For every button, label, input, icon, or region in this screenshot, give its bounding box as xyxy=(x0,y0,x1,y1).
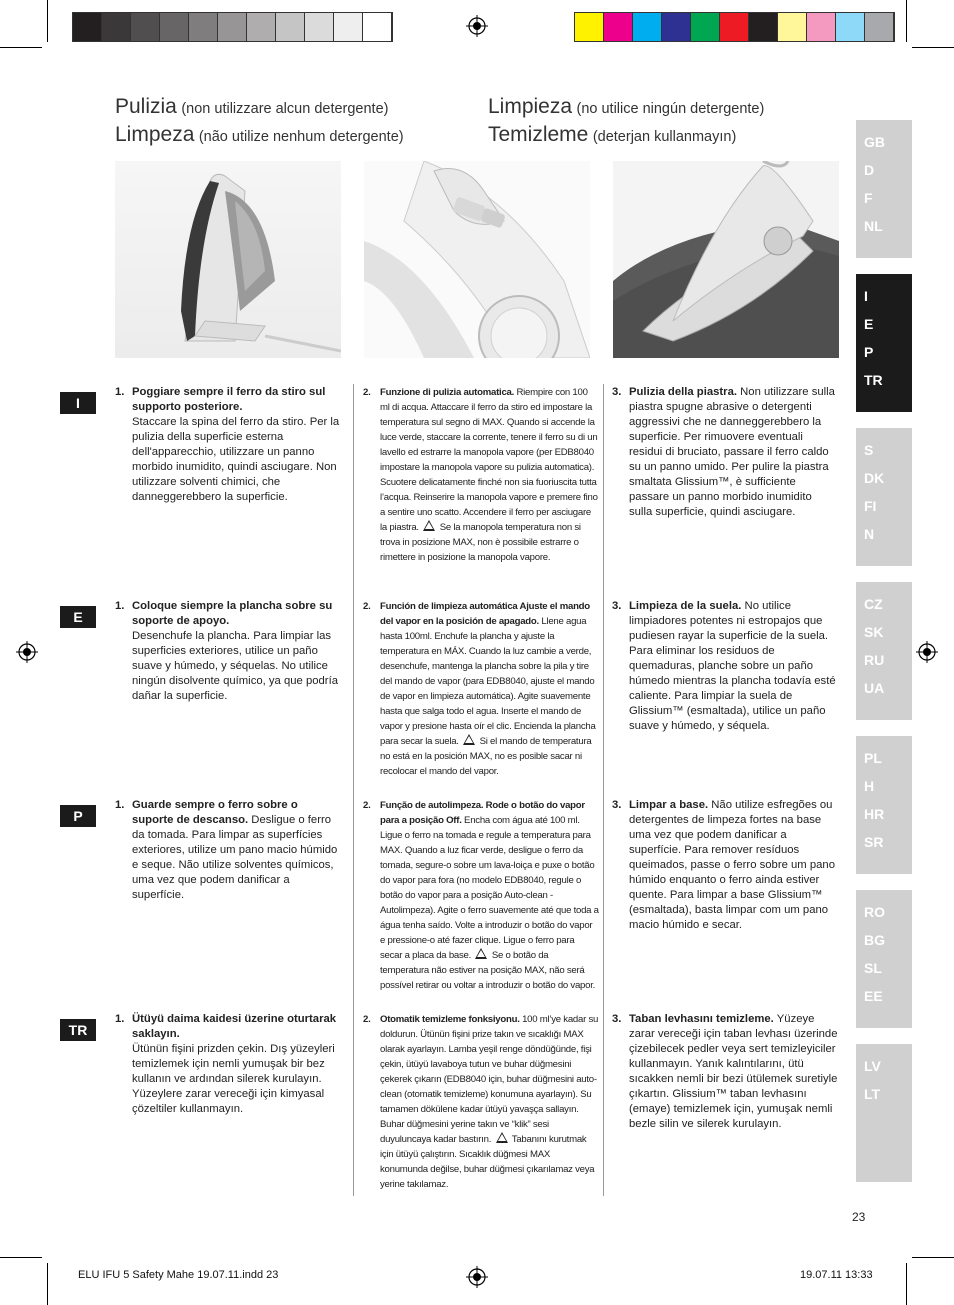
registration-mark-icon xyxy=(466,1266,488,1288)
color-swatch xyxy=(749,13,778,41)
step-heading: Pulizia della piastra. xyxy=(629,386,737,398)
color-swatch xyxy=(604,13,633,41)
step-text: Yüzeye zarar vereceği için taban levhası üzerinde çizebilecek pedler veya sert temizleyiciler kullanmayın. Yanık kalıntılarını, ütü sıcakken nemli bir bezi ütülemek suretiyle çıkartın. Glissium™ taban levhasını (emaye) temizlemek için, yumuşak nemli bezle silin ve silerek kurulayın. xyxy=(629,1013,838,1130)
step-1-portuguese xyxy=(115,798,341,903)
tab-group-cz-sk-ru-ua[interactable] xyxy=(856,582,912,720)
step-heading: Poggiare sempre il ferro da stiro sul supporto posteriore. xyxy=(132,386,326,413)
step-1-spanish xyxy=(115,599,341,704)
gray-swatch xyxy=(276,13,305,41)
step-number: 3. xyxy=(612,799,622,811)
warning-icon xyxy=(496,1132,508,1143)
tab-label: S xyxy=(864,442,874,458)
step-text: No utilice limpiadores potentes ni estropajos que pudiesen rayar la superficie de la suela. Para eliminar los residuos de quemaduras, planche sobre un paño húmedo mientras la plancha todavía esté caliente. Para limpiar la suela de Glissium™ (esmaltada), utilice un paño suave y húmedo, y séquela. xyxy=(629,600,836,732)
tab-label: LT xyxy=(864,1086,881,1102)
step-number: 1. xyxy=(115,1013,125,1025)
gray-swatch xyxy=(160,13,189,41)
step-text: Encha com água até 100 ml. Ligue o ferro na tomada e regule a temperatura para MAX. Quando a luz ficar verde, desligue o ferro da tomada, segure-o sobre um lava-loiça e puxe o botão do vapor para fora (no modelo EDB8040, regule o botão do vapor para a posição Auto-clean - Autolimpeza). Agite o ferro suavemente até que toda a água tenha saído. Volte a introduzir o botão do vapor e pressione-o até fazer clique. Ligue o ferro para secar a placa da base. xyxy=(380,815,599,961)
warning-text: Se la manopola temperatura non si trova in posizione MAX, non è possibile estrarre o rimettere in posizione la manopola vapore. xyxy=(380,522,581,563)
step-text: Desligue o ferro da tomada. Para limpar as superfícies exteriores, utilize um pano macio húmido e seque. Não utilize solventes químicos, uma vez que podem danificar a superfície. xyxy=(132,814,338,901)
gray-swatch xyxy=(131,13,160,41)
language-label-portuguese: P xyxy=(60,805,96,827)
heading-italian xyxy=(115,95,388,119)
heading-subtitle: (no utilice ningún detergente) xyxy=(576,101,765,117)
warning-icon xyxy=(463,734,475,745)
registration-mark-icon xyxy=(466,15,488,37)
gray-color-bar xyxy=(72,12,393,42)
step-heading: Función de limpieza automática Ajuste el mando del vapor en la posición de apagado. xyxy=(380,601,590,627)
tab-label: BG xyxy=(864,932,885,948)
tab-label: HR xyxy=(864,806,885,822)
tab-label: TR xyxy=(864,372,883,388)
color-swatch xyxy=(865,13,894,41)
tab-group-ro-bg-sl-ee[interactable] xyxy=(856,890,912,1028)
tab-label: SR xyxy=(864,834,884,850)
heading-title: Limpeza xyxy=(115,123,195,146)
step-1-turkish xyxy=(115,1012,341,1117)
step-2-turkish xyxy=(363,1012,599,1192)
tab-label: UA xyxy=(864,680,885,696)
tab-label: F xyxy=(864,190,873,206)
color-swatch xyxy=(836,13,865,41)
step-heading: Limpieza de la suela. xyxy=(629,600,742,612)
tab-label: SL xyxy=(864,960,882,976)
step-3-portuguese xyxy=(612,798,838,933)
step-1-italian xyxy=(115,385,340,505)
step-number: 2. xyxy=(363,387,371,398)
tab-label: P xyxy=(864,344,874,360)
tab-label: E xyxy=(864,316,874,332)
step-heading: Coloque siempre la plancha sobre su soporte de apoyo. xyxy=(132,600,333,627)
gray-swatch xyxy=(334,13,363,41)
step-text: Non utilizzare sulla piastra spugne abrasive o detergenti aggressivi che ne danneggerebbero la superficie. Per rimuovere eventuali residui di bruciato, passare il ferro caldo su un panno umido. Per pulire la piastra smaltata Glissium™, è sufficiente passare un panno morbido inumidito sulla superficie, quindi asciugare. xyxy=(629,386,835,518)
gray-swatch xyxy=(102,13,131,41)
footer-timestamp: 19.07.11 13:33 xyxy=(800,1269,873,1281)
tab-label: SK xyxy=(864,624,884,640)
heading-subtitle: (deterjan kullanmayın) xyxy=(592,129,737,145)
heading-title: Pulizia xyxy=(115,95,177,118)
column-divider xyxy=(603,384,604,1196)
color-swatch xyxy=(575,13,604,41)
step-3-italian xyxy=(612,385,838,520)
page-number: 23 xyxy=(852,1210,866,1224)
gray-swatch xyxy=(305,13,334,41)
tab-label: NL xyxy=(864,218,883,234)
tab-label: EE xyxy=(864,988,883,1004)
footer-file-info: ELU IFU 5 Safety Mahe 19.07.11.indd 23 xyxy=(78,1269,279,1281)
step-text: Desenchufe la plancha. Para limpiar las superficies exteriores, utilice un paño suave y húmedo, y séquelas. No utilice ningún disolvente químico, ya que podría dañar la superficie. xyxy=(132,630,338,702)
tab-group-s-dk-fi-n[interactable] xyxy=(856,428,912,566)
step-text: Não utilize esfregões ou detergentes de limpeza fortes na base uma vez que podem danificar a superfície. Para remover resíduos queimados, passe o ferro sobre um pano húmido enquanto o ferro ainda estiver quente. Para limpar a base Glissium™ (esmaltada), basta limpar com um pano macio húmido e secar. xyxy=(629,799,835,931)
warning-text: Si el mando de temperatura no está en la posición MAX, no es posible sacar ni recolocar el mando del vapor. xyxy=(380,736,592,777)
crop-mark xyxy=(912,47,954,48)
step-heading: Função de autolimpeza. Rode o botão do vapor para a posição Off. xyxy=(380,800,585,826)
step-number: 2. xyxy=(363,1014,371,1025)
step-number: 1. xyxy=(115,386,125,398)
step-text: Staccare la spina del ferro da stiro. Per la pulizia della superficie esterna dell'apparecchio, utilizzare un panno morbido inumidito, quindi asciugare. Non utilizzare solventi chimici, che danneggerebbero la superficie. xyxy=(132,416,340,503)
language-label-turkish: TR xyxy=(60,1019,96,1041)
tab-label: PL xyxy=(864,750,882,766)
tab-label: RO xyxy=(864,904,885,920)
step-number: 2. xyxy=(363,601,371,612)
step-heading: Guarde sempre o ferro sobre o suporte de descanso. xyxy=(132,799,298,826)
crop-mark xyxy=(47,1263,48,1305)
heading-title: Temizleme xyxy=(488,123,589,146)
heading-spanish xyxy=(488,95,764,119)
step-text: Ütünün fişini prizden çekin. Dış yüzeyleri temizlemek için nemli yumuşak bir bez kullanın ve ardından silerek kurulayın. Yüzeylere zarar vereceği için kimyasal çözeltiler kullanmayın. xyxy=(132,1043,335,1115)
warning-text: Se o botão da temperatura não estiver na posição MAX, não será possível retirar ou voltar a introduzir o botão do vapor. xyxy=(380,950,596,991)
crop-mark xyxy=(0,47,42,48)
color-swatch xyxy=(807,13,836,41)
step-text: Riempire con 100 ml di acqua. Attaccare il ferro da stiro ed impostare la temperatura sul segno di MAX. Quando si accende la luce verde, staccare la corrente, tenere il ferro su di un lavello ed estrarre la manopola vapore (per EDB8040 impostare la manopola vapore su pulizia automatica). Scuotere delicatamente finché non sia fuoriuscita tutta l’acqua. Reinserire la manopola vapore e premere fino a sentire uno scatto. Accendere il ferro per asciugare la piastra. xyxy=(380,387,598,533)
tab-label: I xyxy=(864,288,868,304)
step-heading: Limpar a base. xyxy=(629,799,709,811)
step-text: Llene agua hasta 100ml. Enchufe la plancha y ajuste la temperatura en MÁX. Cuando la luz cambie a verde, desenchufe, mantenga la plancha sobre la pila y tire del mando de vapor (para EDB8040, ajuste el mando de vapor en limpieza automática). Agite suavemente hasta que salga todo el agua. Inserte el mando de vapor y presione hasta oír el clic. Encienda la plancha para secar la suela. xyxy=(380,616,596,747)
gray-swatch xyxy=(189,13,218,41)
heading-subtitle: (non utilizzare alcun detergente) xyxy=(181,101,389,117)
photo-iron-on-heel-rest xyxy=(115,161,341,358)
gray-swatch xyxy=(73,13,102,41)
gray-swatch xyxy=(363,13,392,41)
tab-group-lv-lt[interactable] xyxy=(856,1044,912,1182)
tab-label: N xyxy=(864,526,875,542)
crop-mark xyxy=(0,1257,42,1258)
crop-mark xyxy=(906,0,907,42)
registration-mark-icon xyxy=(16,641,38,663)
step-3-turkish xyxy=(612,1012,838,1132)
tab-label: CZ xyxy=(864,596,883,612)
step-number: 1. xyxy=(115,600,125,612)
heading-title: Limpieza xyxy=(488,95,573,118)
color-swatch xyxy=(662,13,691,41)
color-swatch xyxy=(691,13,720,41)
gray-swatch xyxy=(218,13,247,41)
registration-mark-icon xyxy=(916,641,938,663)
warning-text: Tabanını kurutmak için ütüyü çalıştırın. Sıcaklık düğmesi MAX konumunda değilse, buhar düğmesi çıkarılamaz veya yerine takılamaz. xyxy=(380,1134,595,1190)
step-number: 3. xyxy=(612,600,622,612)
step-2-portuguese xyxy=(363,798,599,993)
tab-label: D xyxy=(864,162,875,178)
warning-icon xyxy=(423,520,435,531)
step-number: 1. xyxy=(115,799,125,811)
tab-label: FI xyxy=(864,498,877,514)
crop-mark xyxy=(906,1263,907,1305)
tab-group-i-e-p-tr[interactable] xyxy=(856,274,912,412)
step-heading: Otomatik temizleme fonksiyonu. xyxy=(380,1014,520,1025)
process-color-bar xyxy=(574,12,895,42)
tab-group-gb-d-f-nl[interactable] xyxy=(856,120,912,258)
crop-mark xyxy=(912,1257,954,1258)
heading-turkish xyxy=(488,123,736,147)
column-divider xyxy=(353,384,354,1196)
step-number: 2. xyxy=(363,800,371,811)
crop-mark xyxy=(47,0,48,42)
color-swatch xyxy=(778,13,807,41)
warning-icon xyxy=(475,948,487,959)
step-text: 100 ml’ye kadar su doldurun. Ütünün fişini prize takın ve sıcaklığı MAX olarak ayarlayın. Lamba yeşil renge döndüğünde, fişi çekin, ütüyü lavaboya tutun ve buhar düğmesini çekerek çıkarın (EDB8040 için, buhar düğmesini auto-clean (otomatik temizleme) konumuna ayarlayın). Su tamamen dökülene kadar ütüyü yavaşça sallayın. Buhar düğmesini yerine takın ve “klik” sesi duyuluncaya kadar bastırın. xyxy=(380,1014,599,1145)
heading-subtitle: (não utilize nenhum detergente) xyxy=(198,129,404,145)
tab-group-pl-h-hr-sr[interactable] xyxy=(856,736,912,874)
step-heading: Ütüyü daima kaidesi üzerine oturtarak saklayın. xyxy=(132,1013,337,1040)
language-label-spanish: E xyxy=(60,606,96,628)
language-label-italian: I xyxy=(60,392,96,414)
step-heading: Taban levhasını temizleme. xyxy=(629,1013,774,1025)
step-2-spanish xyxy=(363,599,599,779)
tab-label: DK xyxy=(864,470,885,486)
step-2-italian xyxy=(363,385,599,565)
step-heading: Funzione di pulizia automatica. xyxy=(380,387,515,398)
color-swatch xyxy=(720,13,749,41)
step-number: 3. xyxy=(612,1013,622,1025)
heading-portuguese xyxy=(115,123,404,147)
tab-label: RU xyxy=(864,652,885,668)
step-3-spanish xyxy=(612,599,838,734)
photo-iron-on-cloth xyxy=(613,161,839,358)
photo-iron-steam-knob xyxy=(364,161,590,358)
tab-label: GB xyxy=(864,134,885,150)
color-swatch xyxy=(633,13,662,41)
tab-label: LV xyxy=(864,1058,881,1074)
tab-label: H xyxy=(864,778,875,794)
step-number: 3. xyxy=(612,386,622,398)
gray-swatch xyxy=(247,13,276,41)
